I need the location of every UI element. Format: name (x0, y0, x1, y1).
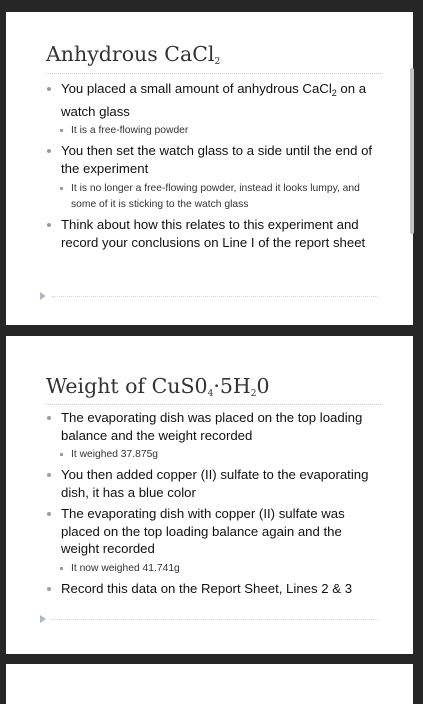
slide-next-partial (6, 664, 413, 704)
bullet-marker (47, 473, 51, 477)
title-divider (46, 73, 381, 74)
bullet-item: The evaporating dish with copper (II) sulfate was placed on the top loading balance again and the weight recorded (46, 505, 382, 558)
bullet-item: Think about how this relates to this experiment and record your conclusions on Line I of the report sheet (46, 216, 382, 251)
bullet-list (46, 409, 382, 601)
slide-anhydrous-cacl2 (6, 12, 413, 325)
bullet-marker (47, 416, 51, 420)
sub-bullet-marker (60, 453, 63, 456)
slide-bottom-divider (52, 619, 378, 620)
bullet-list (46, 80, 382, 254)
bullet-marker (47, 512, 51, 516)
bullet-marker (47, 87, 51, 91)
sub-bullet-item: It is no longer a free-flowing powder, instead it looks lumpy, and some of it is sticking to the watch glass (46, 181, 382, 213)
bullet-item: You placed a small amount of anhydrous CaCl$_2$ on a watch glass (46, 80, 382, 120)
title-divider (46, 404, 381, 405)
play-triangle-icon[interactable] (40, 292, 46, 300)
bullet-item: The evaporating dish was placed on the top loading balance and the weight recorded (46, 409, 382, 444)
bullet-item: You then added copper (II) sulfate to the evaporating dish, it has a blue color (46, 466, 382, 501)
sub-bullet-item: It now weighed 41.741g (46, 561, 382, 577)
bullet-item: You then set the watch glass to a side until the end of the experiment (46, 142, 382, 177)
sub-bullet-marker (60, 129, 63, 132)
slide-title: Weight of $CuS0_4\cdot 5H_20$ (46, 374, 270, 399)
sub-bullet-marker (60, 187, 63, 190)
bullet-marker (47, 587, 51, 591)
sub-bullet-item: It is a free-flowing powder (46, 123, 382, 139)
sub-bullet-item: It weighed 37.875g (46, 447, 382, 463)
slide-title: Anhydrous CaCl$_2$ (46, 42, 221, 67)
slide-bottom-divider (52, 296, 378, 297)
scrollbar[interactable] (410, 68, 414, 234)
sub-bullet-marker (60, 567, 63, 570)
bullet-item: Record this data on the Report Sheet, Lines 2 & 3 (46, 580, 382, 598)
slide-weight-of-cuso4 (6, 336, 413, 654)
play-triangle-icon[interactable] (40, 615, 46, 623)
bullet-marker (47, 223, 51, 227)
bullet-marker (47, 149, 51, 153)
